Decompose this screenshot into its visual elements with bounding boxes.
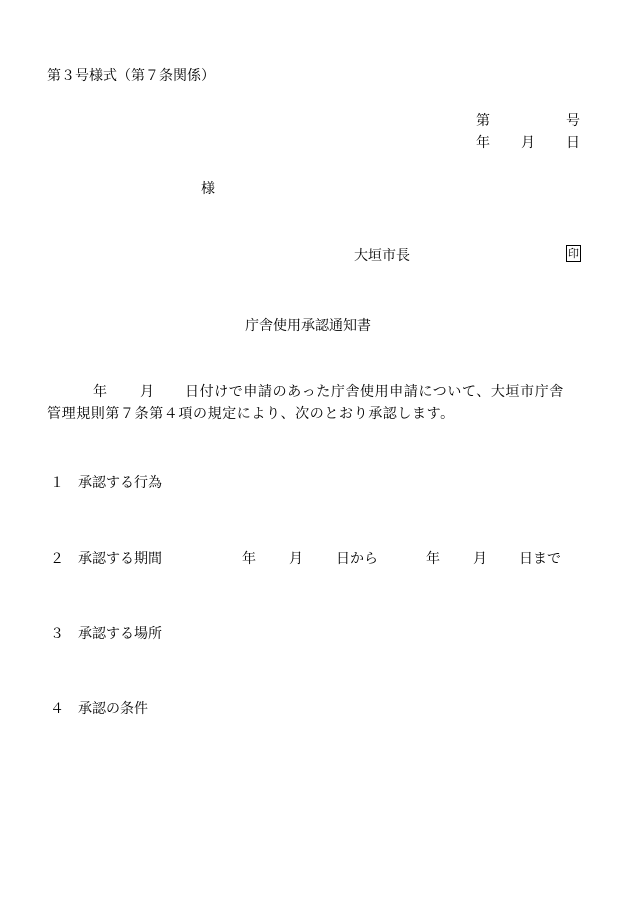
document-number: [476, 112, 580, 130]
item-1-number: １: [50, 475, 64, 491]
item-4-number: ４: [50, 701, 64, 717]
number-suffix: 号: [566, 113, 580, 129]
addressee-suffix: 様: [201, 181, 215, 197]
number-prefix: 第: [476, 113, 490, 129]
item-3-label: 承認する場所: [78, 626, 162, 642]
issue-date: [476, 134, 580, 152]
period-to-year: 年: [426, 551, 440, 567]
period-to-month: 月: [473, 551, 487, 567]
issue-date-day: 日: [566, 135, 580, 151]
body-date-month: 月: [140, 384, 154, 400]
form-label: 第３号様式（第７条関係）: [47, 68, 215, 84]
period-to-day: 日まで: [519, 551, 561, 567]
body-text-line-2: 管理規則第７条第４項の規定により、次のとおり承認します。: [47, 406, 455, 422]
issue-date-month: 月: [521, 135, 535, 151]
body-date-year: 年: [93, 384, 107, 400]
item-4-label: 承認の条件: [78, 701, 148, 717]
seal-text: 印: [568, 247, 579, 260]
issuer-name: 大垣市長: [354, 248, 410, 264]
item-2-number: ２: [50, 551, 64, 567]
period-from-month: 月: [289, 551, 303, 567]
document-title: 庁舎使用承認通知書: [245, 318, 371, 334]
period-from-day: 日から: [336, 551, 378, 567]
period-from-year: 年: [242, 551, 256, 567]
body-text-line-1: 日付けで申請のあった庁舎使用申請について、大垣市庁舎: [185, 384, 564, 400]
item-2-label: 承認する期間: [78, 551, 162, 567]
issue-date-year: 年: [476, 135, 490, 151]
seal-mark: [566, 245, 581, 262]
item-3-number: ３: [50, 626, 64, 642]
item-1-label: 承認する行為: [78, 475, 162, 491]
